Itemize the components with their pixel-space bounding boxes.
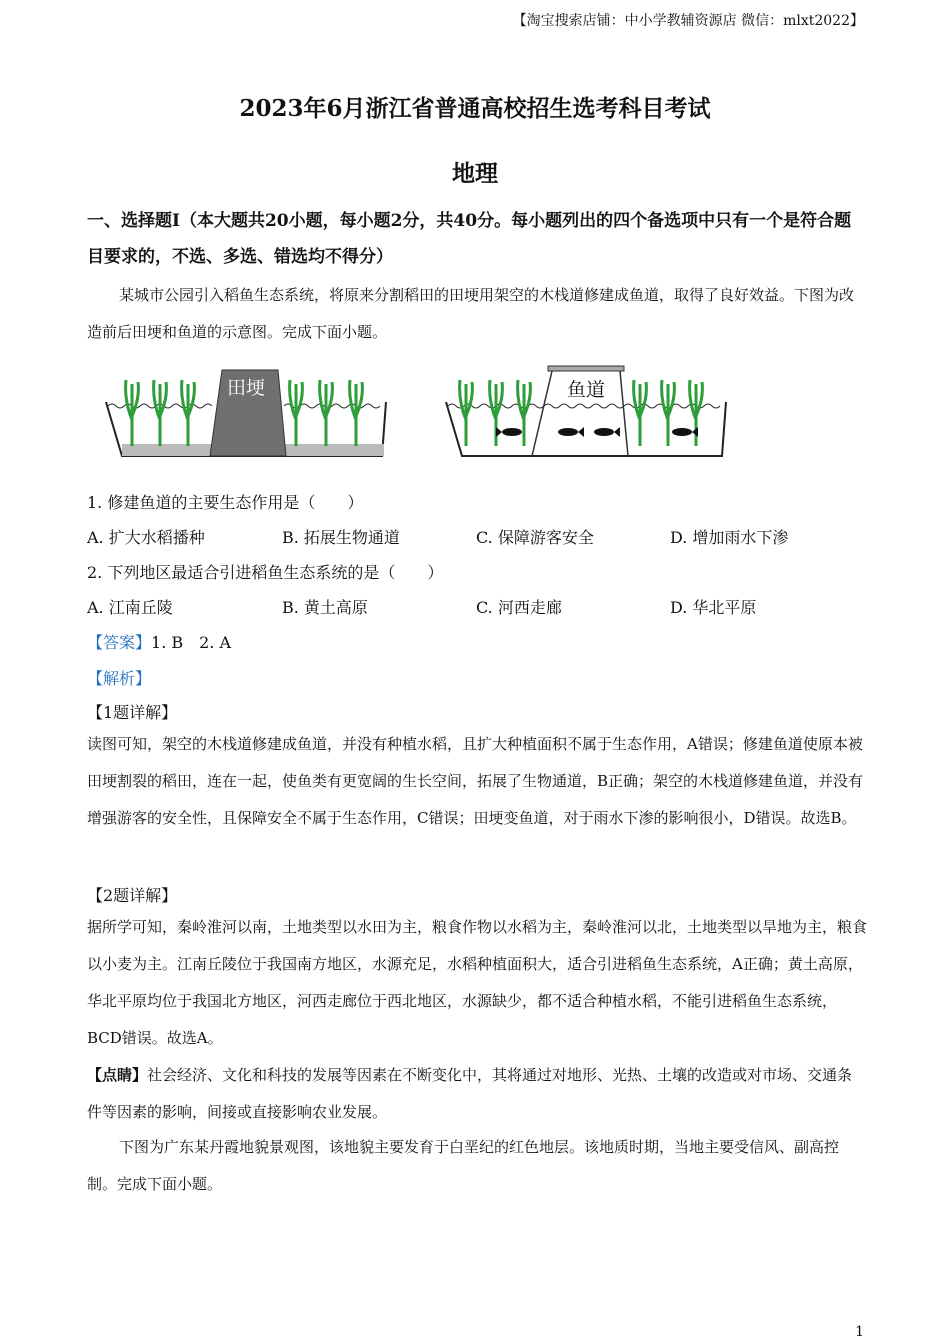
- q2-option-d: D. 华北平原: [670, 598, 757, 617]
- intro-paragraph-2: 下图为广东某丹霞地貌景观图，该地貌主要发育于白垩纪的红色地层。该地质时期，当地主要受信风、副高控制。完成下面小题。: [87, 1138, 840, 1193]
- q2-option-c: C. 河西走廊: [476, 598, 562, 617]
- page-number: 1: [855, 1324, 864, 1340]
- subject-title: 地理: [452, 160, 498, 187]
- field-diagram: [100, 360, 740, 465]
- header-note: 【淘宝搜索店铺：中小学教辅资源店 微信：mlxt2022】: [512, 13, 864, 29]
- detail-1-label: 【1题详解】: [87, 703, 178, 722]
- after-diagram: [446, 366, 726, 456]
- detail-2-label: 【2题详解】: [87, 886, 178, 905]
- question-2-stem: 2. 下列地区最适合引进稻鱼生态系统的是（ ）: [87, 563, 444, 582]
- analysis-label: 【解析】: [87, 669, 152, 688]
- exam-title: 2023年6月浙江省普通高校招生选考科目考试: [239, 95, 711, 122]
- answer-text: 1. B 2. A: [151, 633, 232, 652]
- right-label: 鱼道: [566, 379, 606, 401]
- q1-option-d: D. 增加雨水下渗: [670, 528, 789, 547]
- section-heading: 一、选择题Ⅰ（本大题共20小题，每小题2分，共40分。每小题列出的四个备选项中只有一个是符合题目要求的，不选、多选、错选均不得分）: [87, 211, 852, 267]
- q1-option-a: A. 扩大水稻播种: [87, 528, 205, 547]
- detail-1-text: 读图可知，架空的木栈道修建成鱼道，并没有种植水稻，且扩大种植面积不属于生态作用，A错误；修建鱼道使原本被田埂割裂的稻田，连在一起，使鱼类有更宽阔的生长空间，拓展了生物通道，B正确；架空的木栈道修建鱼道，并没有增强游客的安全性，且保障安全不属于生态作用，C错误；田埂变鱼道，对于雨水下渗的影响很小，D错误。故选B。: [87, 735, 864, 827]
- q1-option-c: C. 保障游客安全: [476, 528, 594, 547]
- answer-label: 【答案】: [87, 633, 152, 652]
- detail-2-text: 据所学可知，秦岭淮河以南，土地类型以水田为主，粮食作物以水稻为主，秦岭淮河以北，土地类型以旱地为主，粮食以小麦为主。江南丘陵位于我国南方地区，水源充足，水稻种植面积大，适合引进稻鱼生态系统，A正确；黄土高原，华北平原均位于我国北方地区，河西走廊位于西北地区，水源缺少，都不适合种植水稻，不能引进稻鱼生态系统，BCD错误。故选A。: [87, 918, 868, 1047]
- before-diagram: [106, 370, 386, 456]
- comment-text: 社会经济、文化和科技的发展等因素在不断变化中，其将通过对地形、光热、土壤的改造或对市场、交通条件等因素的影响，间接或直接影响农业发展。: [87, 1066, 853, 1121]
- question-1-stem: 1. 修建鱼道的主要生态作用是（ ）: [87, 493, 364, 512]
- q1-option-b: B. 拓展生物通道: [282, 528, 400, 547]
- q2-option-a: A. 江南丘陵: [87, 598, 173, 617]
- left-label: 田埂: [226, 377, 266, 399]
- rice-fish-figure: [100, 360, 740, 469]
- answer-line: [87, 630, 231, 653]
- intro-paragraph-1: 某城市公园引入稻鱼生态系统，将原来分割稻田的田埂用架空的木栈道修建成鱼道，取得了良好效益。下图为改造前后田埂和鱼道的示意图。完成下面小题。: [87, 286, 855, 341]
- q2-option-b: B. 黄土高原: [282, 598, 368, 617]
- comment-paragraph: [87, 1057, 867, 1131]
- comment-label: 【点睛】: [87, 1066, 148, 1084]
